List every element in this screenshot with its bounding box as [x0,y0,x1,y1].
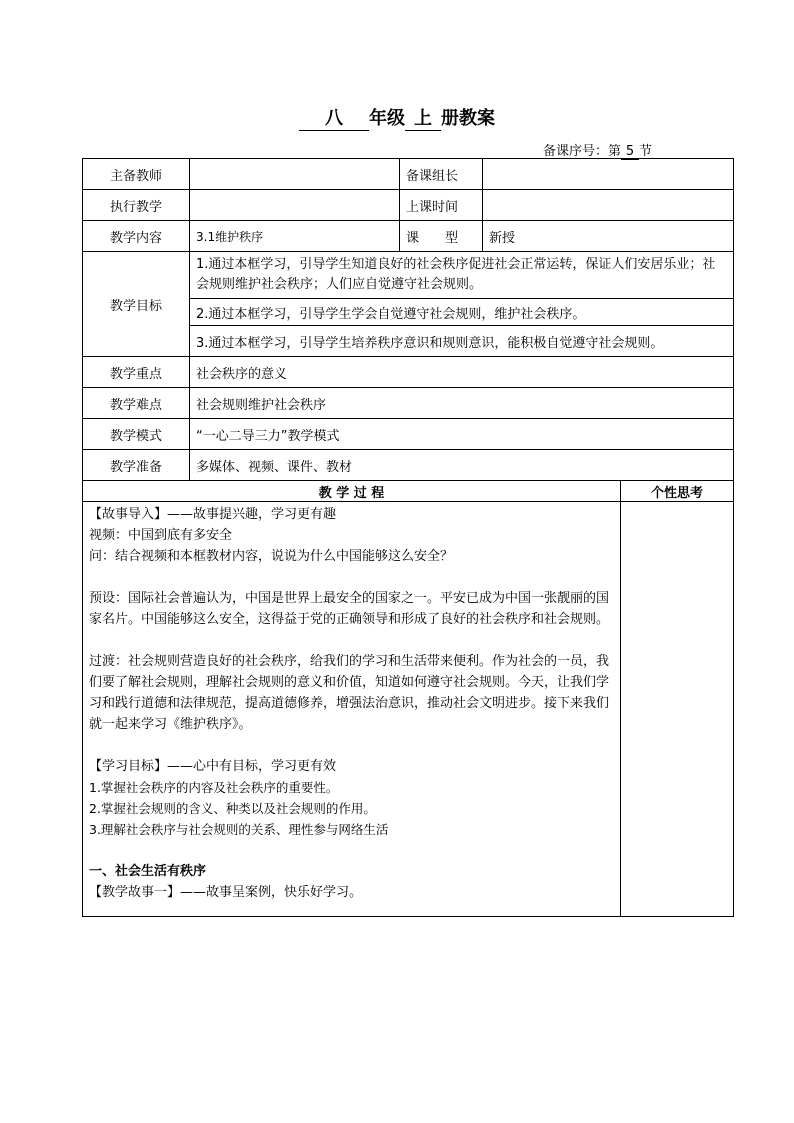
content-label: 教学内容 [83,221,190,252]
group-leader-label: 备课组长 [400,159,483,190]
preset-paragraph: 预设：国际社会普遍认为，中国是世界上最安全的国家之一。平安已成为中国一张靓丽的国家名片。中国能够这么安全，这得益于党的正确领导和形成了良好的社会秩序和社会规则。 [89,591,610,627]
transition-paragraph: 过渡：社会规则营造良好的社会秩序，给我们的学习和生活带来便利。作为社会的一员，我们要了解社会规则，理解社会规则的意义和价值，知道如何遵守社会规则。今天，让我们学习和践行道德和法律规范，提高道德修养，增强法治意识，推动社会文明进步。接下来我们就一起来学习《维护秩序》。 [89,654,610,732]
difficulty-label: 教学难点 [83,388,190,419]
thoughts-header: 个性思考 [621,481,734,502]
difficulty-value: 社会规则维护社会秩序 [190,388,734,419]
learning-goals-intro: 【学习目标】——心中有目标，学习更有效 [89,759,337,774]
type-value: 新授 [483,221,734,252]
group-leader-value[interactable] [483,159,734,190]
prep-label-cell: 教学准备 [83,450,190,481]
prep-number-line [543,140,652,160]
mode-label: 教学模式 [83,419,190,450]
info-row-mode [83,419,734,450]
section-title: 一、社会生活有秩序 [89,864,207,879]
info-row-exec [83,190,734,221]
grade-suffix: 年级 [369,108,405,129]
info-row-difficulty [83,388,734,419]
process-content [83,502,621,917]
class-time-value[interactable] [483,190,734,221]
goal-item: 2.通过本框学习，引导学生学会自觉遵守社会规则，维护社会秩序。 [190,299,734,326]
prep-number: 5 [621,144,639,160]
process-header-row [83,481,734,502]
goal-item: 3.通过本框学习，引导学生培养秩序意识和规则意识，能积极自觉遵守社会规则。 [190,326,734,357]
learning-goal-item: 1.掌握社会秩序的内容及社会秩序的重要性。 [89,780,339,795]
term-value: 上 [405,104,441,131]
type-label: 课 型 [400,221,483,252]
grade-value: 八 [299,104,369,131]
prep-suffix: 节 [638,144,652,159]
teaching-process-table [82,480,734,917]
exec-value[interactable] [190,190,400,221]
learning-goal-item: 2.掌握社会规则的含义、种类以及社会规则的作用。 [89,801,376,816]
page-title [0,104,794,131]
key-label: 教学重点 [83,357,190,388]
class-time-label: 上课时间 [400,190,483,221]
question-line: 问：结合视频和本框教材内容，说说为什么中国能够这么安全？ [89,549,454,564]
thoughts-cell[interactable] [621,502,734,917]
prep-value: 多媒体、视频、课件、教材 [190,450,734,481]
story-one-line: 【教学故事一】——故事呈案例，快乐好学习。 [89,885,363,900]
video-line: 视频：中国到底有多安全 [89,528,233,543]
info-row-goal-1 [83,252,734,299]
info-row-teacher [83,159,734,190]
mode-value: “一心二导三力”教学模式 [190,419,734,450]
main-teacher-label: 主备教师 [83,159,190,190]
exec-label: 执行教学 [83,190,190,221]
story-intro: 【故事导入】——故事提兴趣，学习更有趣 [89,507,337,522]
learning-goal-item: 3.理解社会秩序与社会规则的关系、理性参与网络生活 [89,822,389,837]
lesson-info-table [82,158,734,481]
term-suffix: 册教案 [441,108,495,129]
process-body-row [83,502,734,917]
content-value: 3.1维护秩序 [190,221,400,252]
main-teacher-value[interactable] [190,159,400,190]
info-row-content [83,221,734,252]
process-header: 教 学 过 程 [83,481,621,502]
info-row-key [83,357,734,388]
goal-item: 1.通过本框学习，引导学生知道良好的社会秩序促进社会正常运转，保证人们安居乐业；社会规则维护社会秩序；人们应自觉遵守社会规则。 [190,252,734,299]
prep-label: 备课序号：第 [542,144,621,159]
goals-label: 教学目标 [83,252,190,357]
key-value: 社会秩序的意义 [190,357,734,388]
info-row-prep [83,450,734,481]
